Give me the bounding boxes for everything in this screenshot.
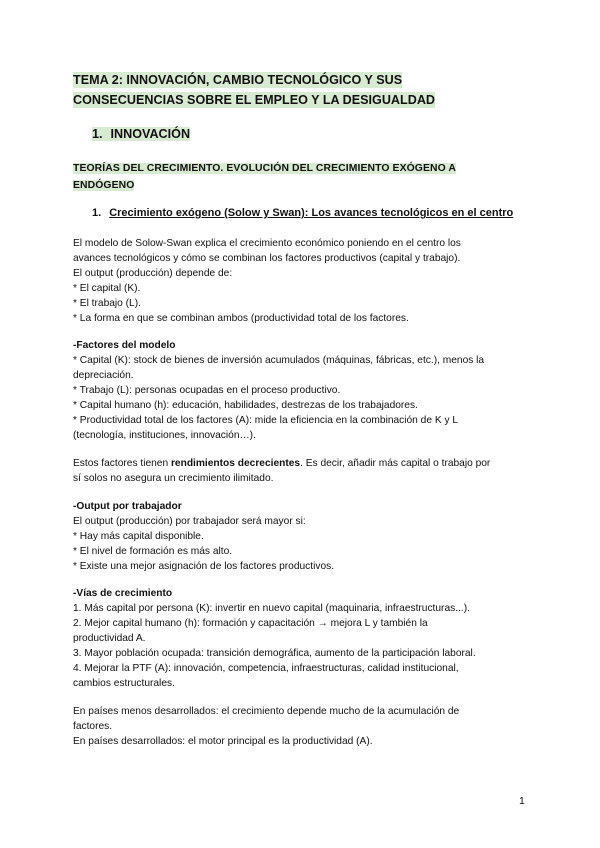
output-line: * Existe una mejor asignación de los factores productivos. bbox=[73, 561, 335, 572]
factores-line: * Productividad total de los factores (A): mide la eficiencia en la combinación de K y L bbox=[73, 415, 459, 426]
factores-line: * Capital (K): stock de bienes de inversión acumulados (máquinas, fábricas, etc.), menos la bbox=[73, 355, 485, 366]
section-number: 1. bbox=[92, 127, 103, 141]
document-title bbox=[73, 70, 533, 110]
section-heading bbox=[92, 124, 190, 144]
output-heading: -Output por trabajador bbox=[73, 501, 182, 512]
factores-line: (tecnología, instituciones, innovación…). bbox=[73, 430, 256, 441]
intro-line: El output (producción) depende de: bbox=[73, 268, 233, 279]
vias-line: 1. Más capital por persona (K): invertir en nuevo capital (maquinaria, infraestructuras...). bbox=[73, 603, 470, 614]
title-line-1: TEMA 2: INNOVACIÓN, CAMBIO TECNOLÓGICO Y SUS bbox=[73, 73, 403, 87]
closing-line: En países desarrollados: el motor principal es la productividad (A). bbox=[73, 736, 373, 747]
vias-heading: -Vías de crecimiento bbox=[73, 588, 173, 599]
closing-paragraph bbox=[73, 704, 543, 749]
rendimientos-line: sí solos no asegura un crecimiento ilimitado. bbox=[73, 473, 274, 484]
rendimientos-paragraph bbox=[73, 456, 543, 486]
intro-line: avances tecnológicos y cómo se combinan los factores productivos (capital y trabajo). bbox=[73, 253, 461, 264]
subsection-heading bbox=[73, 160, 493, 194]
factores-block bbox=[73, 338, 543, 443]
factores-line: depreciación. bbox=[73, 370, 134, 381]
subsubsection-number: 1. bbox=[92, 207, 102, 219]
vias-line: 4. Mejorar la PTF (A): innovación, competencia, infraestructuras, calidad institucional, bbox=[73, 663, 459, 674]
vias-line: cambios estructurales. bbox=[73, 678, 175, 689]
vias-line: 2. Mejor capital humano (h): formación y capacitación → mejora L y también la bbox=[73, 618, 428, 629]
subsection-line-2: ENDÓGENO bbox=[73, 180, 135, 191]
intro-line: * El trabajo (L). bbox=[73, 298, 141, 309]
vias-line: 3. Mayor población ocupada: transición demográfica, aumento de la participación laboral. bbox=[73, 648, 476, 659]
page-number: 1 bbox=[519, 796, 525, 807]
intro-line: * El capital (K). bbox=[73, 283, 141, 294]
vias-block bbox=[73, 586, 543, 691]
section-label: INNOVACIÓN bbox=[110, 127, 191, 141]
closing-line: factores. bbox=[73, 721, 113, 732]
intro-line: * La forma en que se combinan ambos (productividad total de los factores. bbox=[73, 313, 409, 324]
intro-line: El modelo de Solow-Swan explica el crecimiento económico poniendo en el centro los bbox=[73, 238, 461, 249]
output-line: El output (producción) por trabajador será mayor si: bbox=[73, 516, 306, 527]
closing-line: En países menos desarrollados: el crecimiento depende mucho de la acumulación de bbox=[73, 706, 460, 717]
output-line: * Hay más capital disponible. bbox=[73, 531, 204, 542]
factores-line: * Capital humano (h): educación, habilidades, destrezas de los trabajadores. bbox=[73, 400, 418, 411]
output-line: * El nivel de formación es más alto. bbox=[73, 546, 233, 557]
rendimientos-bold: rendimientos decrecientes bbox=[170, 458, 301, 469]
subsubsection-label: Crecimiento exógeno (Solow y Swan): Los avances tecnológicos en el centro bbox=[109, 207, 514, 219]
rendimientos-post: . Es decir, añadir más capital o trabajo por bbox=[300, 458, 491, 469]
vias-line: productividad A. bbox=[73, 633, 146, 644]
rendimientos-pre: Estos factores tienen bbox=[73, 458, 171, 469]
title-line-2: CONSECUENCIAS SOBRE EL EMPLEO Y LA DESIGUALDAD bbox=[73, 93, 436, 107]
factores-line: * Trabajo (L): personas ocupadas en el proceso productivo. bbox=[73, 385, 341, 396]
subsection-line-1: TEORÍAS DEL CRECIMIENTO. EVOLUCIÓN DEL CRECIMIENTO EXÓGENO A bbox=[73, 163, 456, 174]
subsubsection-heading bbox=[92, 205, 513, 221]
intro-paragraph bbox=[73, 236, 543, 326]
factores-heading: -Factores del modelo bbox=[73, 340, 176, 351]
output-block bbox=[73, 499, 543, 574]
